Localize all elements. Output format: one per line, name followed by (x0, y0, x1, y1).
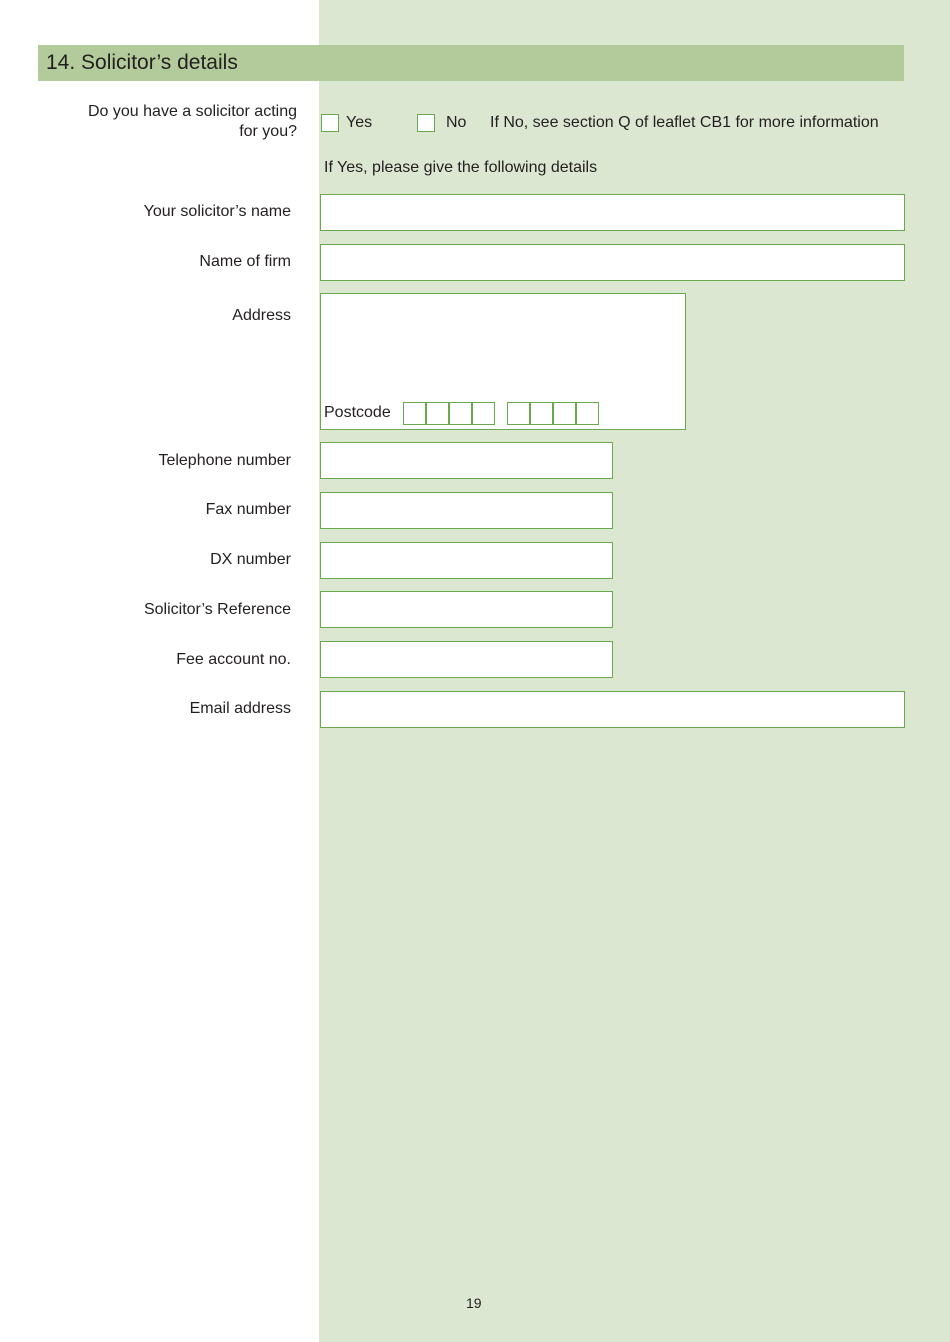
postcode-cell[interactable] (507, 402, 530, 425)
yes-note: If Yes, please give the following details (324, 159, 598, 176)
email-input[interactable] (320, 691, 905, 728)
section-title: 14. Solicitor’s details (46, 51, 238, 74)
page-number: 19 (466, 1295, 482, 1311)
address-label: Address (232, 307, 291, 324)
fax-label: Fax number (205, 501, 291, 518)
postcode-cell[interactable] (426, 402, 449, 425)
solicitor-name-label: Your solicitor’s name (143, 203, 291, 220)
postcode-cell[interactable] (403, 402, 426, 425)
postcode-cell[interactable] (530, 402, 553, 425)
solicitor-question-line1: Do you have a solicitor acting (88, 103, 297, 120)
no-checkbox[interactable] (417, 114, 435, 132)
no-note: If No, see section Q of leaflet CB1 for more information (490, 114, 879, 131)
address-input[interactable] (320, 293, 686, 430)
reference-input[interactable] (320, 591, 613, 628)
dx-label: DX number (210, 551, 291, 568)
solicitor-question-line2: for you? (239, 123, 297, 140)
telephone-label: Telephone number (158, 452, 291, 469)
firm-name-label: Name of firm (199, 253, 291, 270)
postcode-cell[interactable] (553, 402, 576, 425)
solicitor-name-input[interactable] (320, 194, 905, 231)
fee-account-label: Fee account no. (176, 651, 291, 668)
section-header (38, 45, 904, 81)
postcode-cell[interactable] (472, 402, 495, 425)
reference-label: Solicitor’s Reference (143, 601, 291, 618)
yes-checkbox[interactable] (321, 114, 339, 132)
yes-label: Yes (346, 114, 373, 131)
postcode-cell[interactable] (449, 402, 472, 425)
telephone-input[interactable] (320, 442, 613, 479)
no-label: No (446, 114, 467, 131)
firm-name-input[interactable] (320, 244, 905, 281)
postcode-label: Postcode (324, 404, 391, 421)
postcode-cell[interactable] (576, 402, 599, 425)
email-label: Email address (189, 700, 291, 717)
fee-account-input[interactable] (320, 641, 613, 678)
fax-input[interactable] (320, 492, 613, 529)
solicitor-question-label (88, 102, 297, 142)
dx-input[interactable] (320, 542, 613, 579)
